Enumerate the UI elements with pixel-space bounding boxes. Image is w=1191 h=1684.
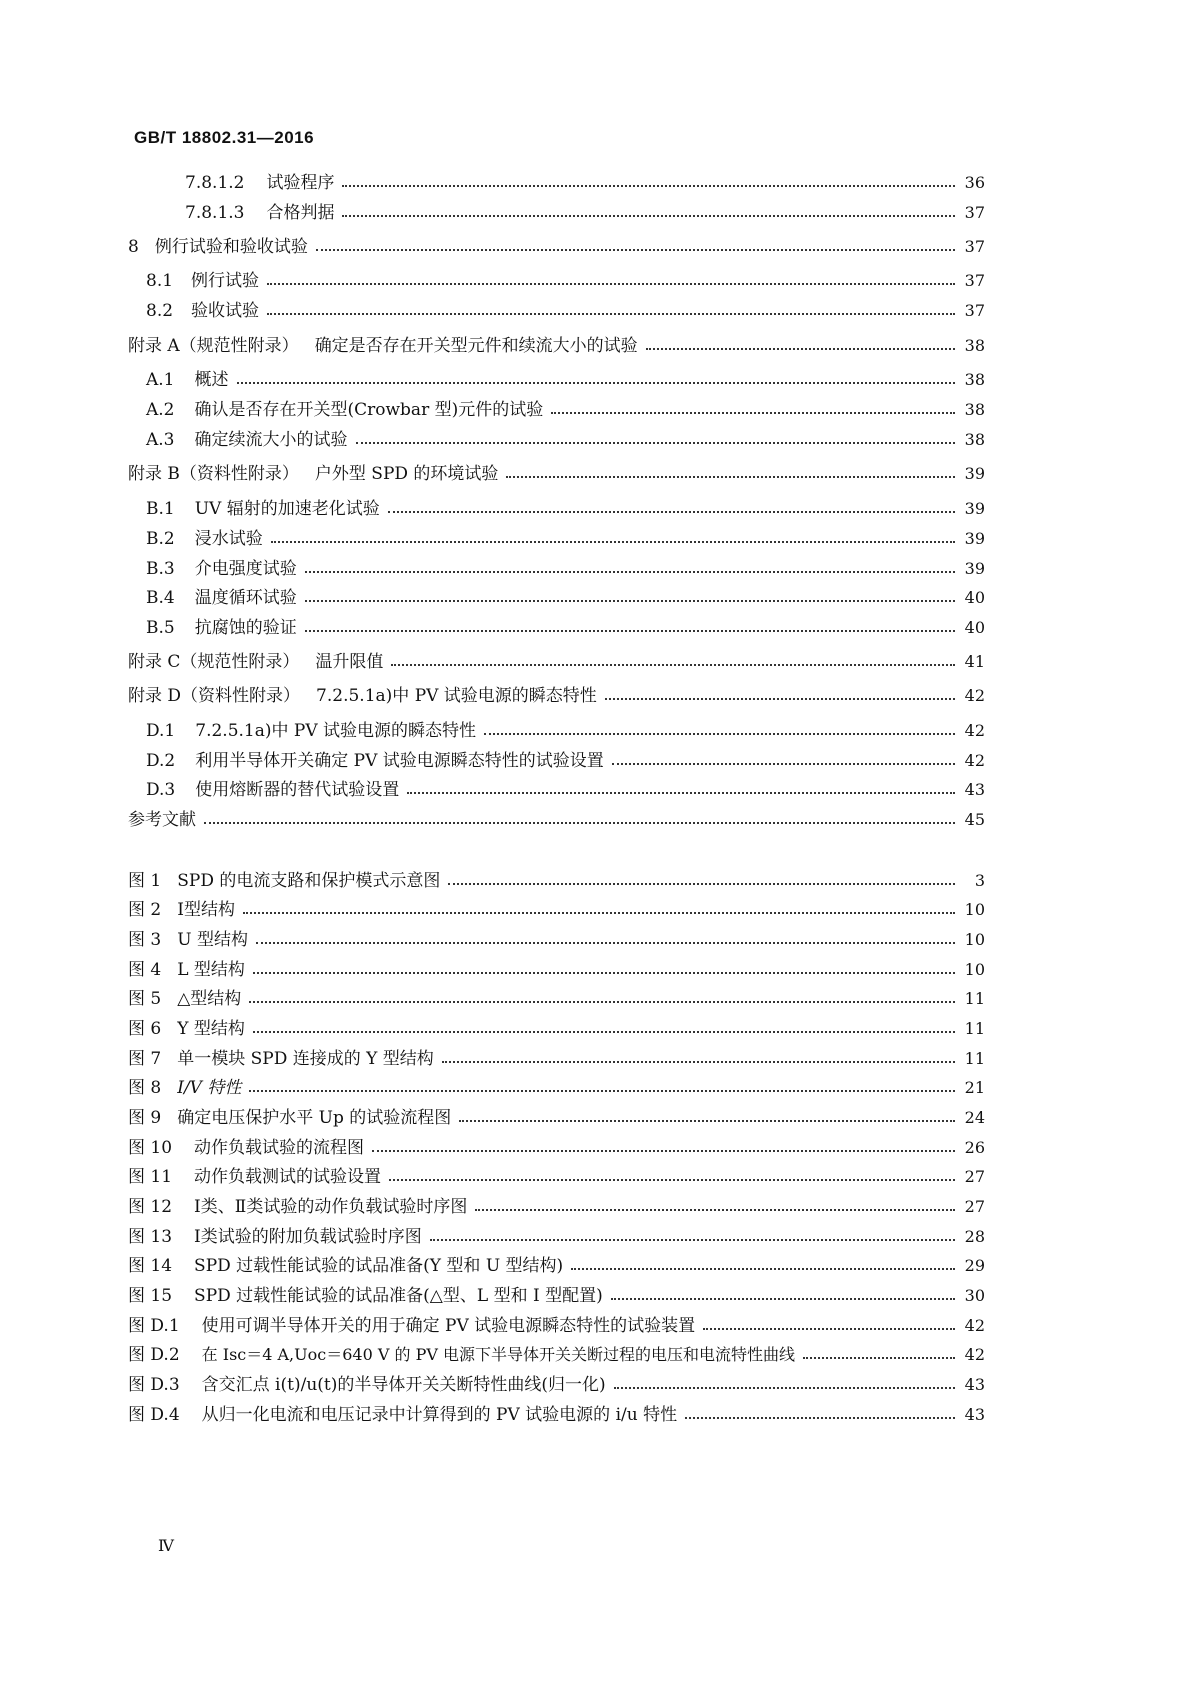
toc-page: 38 xyxy=(964,370,985,389)
toc-title: U 型结构 xyxy=(177,930,248,950)
document-header: GB/T 18802.31—2016 xyxy=(134,128,315,147)
toc-title: 介电强度试验 xyxy=(194,559,297,579)
leader-dots xyxy=(305,600,955,602)
toc-title: I/V 特性 xyxy=(177,1078,242,1098)
toc-page: 27 xyxy=(964,1167,985,1186)
toc-number: 附录 D（资料性附录） xyxy=(128,686,301,706)
toc-title: SPD 过载性能试验的试品准备(Y 型和 U 型结构) xyxy=(194,1256,564,1276)
toc-number: 附录 B（资料性附录） xyxy=(128,464,299,484)
toc-title: 利用半导体开关确定 PV 试验电源瞬态特性的试验设置 xyxy=(195,751,604,771)
toc-title: 试验程序 xyxy=(266,173,335,193)
toc-title: 使用可调半导体开关的用于确定 PV 试验电源瞬态特性的试验装置 xyxy=(201,1316,696,1336)
toc-page: 43 xyxy=(964,1405,985,1424)
toc-page: 43 xyxy=(964,1375,985,1394)
leader-dots xyxy=(253,972,955,974)
toc-number: B.3 xyxy=(146,559,175,579)
toc-entry-d-3[interactable] xyxy=(146,775,985,801)
toc-entry-appendix-a[interactable] xyxy=(128,331,985,357)
toc-title: 确定续流大小的试验 xyxy=(194,430,348,450)
toc-number: 图 D.3 xyxy=(128,1375,180,1395)
toc-page: 43 xyxy=(964,780,985,799)
leader-dots xyxy=(204,822,955,824)
leader-dots xyxy=(253,1031,955,1033)
toc-entry-a-3[interactable] xyxy=(146,425,985,451)
toc-title: 温度循环试验 xyxy=(194,588,297,608)
toc-figure-1[interactable] xyxy=(128,866,985,892)
leader-dots xyxy=(430,1239,955,1241)
toc-title: Ⅰ类试验的附加负载试验时序图 xyxy=(194,1227,422,1247)
toc-entry-appendix-d[interactable] xyxy=(128,681,985,707)
toc-title: 户外型 SPD 的环境试验 xyxy=(314,464,499,484)
toc-title: Y 型结构 xyxy=(177,1019,245,1039)
toc-number: 图 3 xyxy=(128,930,162,950)
toc-page: 38 xyxy=(964,430,985,449)
toc-number: D.3 xyxy=(146,780,176,800)
toc-title: 温升限值 xyxy=(315,652,384,672)
toc-number: 附录 C（规范性附录） xyxy=(128,652,300,672)
toc-title: Ⅰ类、Ⅱ类试验的动作负载试验时序图 xyxy=(194,1197,468,1217)
toc-number: 图 D.1 xyxy=(128,1316,180,1336)
leader-dots xyxy=(571,1268,955,1270)
leader-dots xyxy=(267,313,955,315)
toc-title: SPD 的电流支路和保护模式示意图 xyxy=(177,871,441,891)
toc-number: D.1 xyxy=(146,721,176,741)
toc-number: 8.1 xyxy=(146,271,174,291)
leader-dots xyxy=(267,283,955,285)
toc-title: 合格判据 xyxy=(266,203,335,223)
leader-dots xyxy=(506,476,955,478)
toc-entry-b-3[interactable] xyxy=(146,554,985,580)
toc-number: 图 2 xyxy=(128,900,162,920)
toc-number: 图 4 xyxy=(128,960,162,980)
toc-number: 图 9 xyxy=(128,1108,162,1128)
leader-dots xyxy=(605,698,955,700)
toc-title: 7.2.5.1a)中 PV 试验电源的瞬态特性 xyxy=(195,721,477,741)
leader-dots xyxy=(614,1387,955,1389)
toc-number: B.1 xyxy=(146,499,175,519)
toc-entry-references[interactable] xyxy=(128,805,985,831)
toc-entry-7-8-1-3[interactable] xyxy=(185,198,985,224)
toc-figure-10[interactable] xyxy=(128,1133,985,1159)
toc-entry-d-2[interactable] xyxy=(146,746,985,772)
toc-number: B.2 xyxy=(146,529,175,549)
leader-dots xyxy=(249,1001,955,1003)
toc-page: 38 xyxy=(964,336,985,355)
toc-page: 27 xyxy=(964,1197,985,1216)
leader-dots xyxy=(372,1150,955,1152)
toc-figure-12[interactable] xyxy=(128,1192,985,1218)
toc-title: 动作负载试验的流程图 xyxy=(194,1138,365,1158)
toc-page: 39 xyxy=(964,559,985,578)
toc-page: 45 xyxy=(964,810,985,829)
toc-number: B.4 xyxy=(146,588,175,608)
toc-figure-9[interactable] xyxy=(128,1103,985,1129)
leader-dots xyxy=(342,215,955,217)
leader-dots xyxy=(685,1417,955,1419)
toc-page: 10 xyxy=(964,960,985,979)
toc-figure-3[interactable] xyxy=(128,925,985,951)
toc-page: 30 xyxy=(964,1286,985,1305)
leader-dots xyxy=(612,763,955,765)
toc-figure-d2[interactable] xyxy=(128,1340,985,1366)
toc-title: 确定是否存在开关型元件和续流大小的试验 xyxy=(314,336,638,356)
toc-entry-b-4[interactable] xyxy=(146,583,985,609)
toc-page: 42 xyxy=(964,686,985,705)
toc-figure-15[interactable] xyxy=(128,1281,985,1307)
toc-figure-11[interactable] xyxy=(128,1162,985,1188)
toc-number: 图 6 xyxy=(128,1019,162,1039)
toc-page: 40 xyxy=(964,588,985,607)
leader-dots xyxy=(316,249,955,251)
toc-page: 26 xyxy=(964,1138,985,1157)
toc-title: SPD 过载性能试验的试品准备(△型、L 型和 I 型配置) xyxy=(194,1286,603,1306)
toc-number: 图 14 xyxy=(128,1256,173,1276)
toc-page: 37 xyxy=(964,203,985,222)
toc-title: 浸水试验 xyxy=(194,529,263,549)
toc-page: 11 xyxy=(964,1049,985,1068)
leader-dots xyxy=(237,382,956,384)
toc-number: 图 10 xyxy=(128,1138,173,1158)
toc-page: 41 xyxy=(964,652,985,671)
toc-page: 37 xyxy=(964,271,985,290)
toc-title: 使用熔断器的替代试验设置 xyxy=(195,780,400,800)
leader-dots xyxy=(803,1357,955,1359)
toc-entry-8[interactable] xyxy=(128,232,985,258)
toc-page: 29 xyxy=(964,1256,985,1275)
toc-figure-7[interactable] xyxy=(128,1044,985,1070)
toc-page: 10 xyxy=(964,930,985,949)
toc-title: 确认是否存在开关型(Crowbar 型)元件的试验 xyxy=(194,400,544,420)
toc-page: 42 xyxy=(964,721,985,740)
toc-title: 验收试验 xyxy=(191,301,260,321)
toc-title: 从归一化电流和电压记录中计算得到的 PV 试验电源的 i/u 特性 xyxy=(201,1405,678,1425)
toc-number: A.2 xyxy=(146,400,175,420)
toc-figure-d1[interactable] xyxy=(128,1311,985,1337)
toc-number: 图 8 xyxy=(128,1078,162,1098)
toc-figure-14[interactable] xyxy=(128,1251,985,1277)
toc-entry-b-1[interactable] xyxy=(146,494,985,520)
toc-page: 38 xyxy=(964,400,985,419)
leader-dots xyxy=(249,1090,955,1092)
toc-title: 概述 xyxy=(194,370,229,390)
toc-figure-8[interactable] xyxy=(128,1073,985,1099)
leader-dots xyxy=(646,348,955,350)
toc-figure-d4[interactable] xyxy=(128,1400,985,1426)
toc-title: 例行试验 xyxy=(191,271,260,291)
toc-entry-b-5[interactable] xyxy=(146,613,985,639)
toc-figure-5[interactable] xyxy=(128,984,985,1010)
toc-page: 11 xyxy=(964,1019,985,1038)
toc-number: 7.8.1.3 xyxy=(185,203,245,223)
toc-title: 7.2.5.1a)中 PV 试验电源的瞬态特性 xyxy=(316,686,597,706)
leader-dots xyxy=(703,1328,955,1330)
toc-title: 动作负载测试的试验设置 xyxy=(194,1167,382,1187)
toc-page: 3 xyxy=(974,871,985,890)
toc-page: 37 xyxy=(964,237,985,256)
toc-entry-d-1[interactable] xyxy=(146,716,985,742)
toc-entry-appendix-c[interactable] xyxy=(128,647,985,673)
toc-title: 确定电压保护水平 Up 的试验流程图 xyxy=(177,1108,452,1128)
toc-number: 8.2 xyxy=(146,301,174,321)
leader-dots xyxy=(389,1179,955,1181)
toc-number: 图 7 xyxy=(128,1049,162,1069)
toc-number: 8 xyxy=(128,237,139,257)
toc-number: A.1 xyxy=(146,370,175,390)
leader-dots xyxy=(305,571,955,573)
leader-dots xyxy=(243,912,955,914)
toc-entry-8-2[interactable] xyxy=(146,296,985,322)
leader-dots xyxy=(256,942,955,944)
toc-title: 抗腐蚀的验证 xyxy=(194,618,297,638)
toc-number: 图 15 xyxy=(128,1286,173,1306)
leader-dots xyxy=(271,541,955,543)
leader-dots xyxy=(459,1120,955,1122)
toc-figure-d3[interactable] xyxy=(128,1370,985,1396)
toc-figure-13[interactable] xyxy=(128,1222,985,1248)
leader-dots xyxy=(305,630,955,632)
leader-dots xyxy=(611,1298,955,1300)
toc-page: 11 xyxy=(964,989,985,1008)
leader-dots xyxy=(551,412,955,414)
toc-title: Ⅰ型结构 xyxy=(177,900,235,920)
toc-number: D.2 xyxy=(146,751,176,771)
toc-page: 42 xyxy=(964,1316,985,1335)
toc-page: 40 xyxy=(964,618,985,637)
toc-page: 39 xyxy=(964,499,985,518)
toc-page: 42 xyxy=(964,751,985,770)
toc-number: 图 1 xyxy=(128,871,162,891)
toc-figure-2[interactable] xyxy=(128,895,985,921)
toc-number: 图 11 xyxy=(128,1167,173,1187)
page-number: Ⅳ xyxy=(158,1536,174,1555)
toc-entry-appendix-b[interactable] xyxy=(128,459,985,485)
leader-dots xyxy=(475,1209,955,1211)
toc-number: 图 12 xyxy=(128,1197,173,1217)
toc-number: 图 D.2 xyxy=(128,1345,180,1365)
toc-number: 图 5 xyxy=(128,989,162,1009)
toc-number: 附录 A（规范性附录） xyxy=(128,336,299,356)
toc-title: 例行试验和验收试验 xyxy=(154,237,308,257)
toc-number: A.3 xyxy=(146,430,175,450)
toc-title: UV 辐射的加速老化试验 xyxy=(194,499,380,519)
toc-number: B.5 xyxy=(146,618,175,638)
toc-title: 含交汇点 i(t)/u(t)的半导体开关关断特性曲线(归一化) xyxy=(201,1375,606,1395)
toc-page: 37 xyxy=(964,301,985,320)
toc-title: L 型结构 xyxy=(177,960,245,980)
toc-page: 10 xyxy=(964,900,985,919)
toc-number: 图 D.4 xyxy=(128,1405,180,1425)
toc-page: 36 xyxy=(964,173,985,192)
toc-page: 21 xyxy=(964,1078,985,1097)
toc-title: △型结构 xyxy=(177,989,242,1009)
leader-dots xyxy=(356,442,956,444)
toc-page: 42 xyxy=(964,1345,985,1364)
leader-dots xyxy=(407,792,955,794)
toc-title: 参考文献 xyxy=(128,810,196,830)
toc-entry-7-8-1-2[interactable] xyxy=(185,168,985,194)
leader-dots xyxy=(484,733,955,735)
toc-number: 图 13 xyxy=(128,1227,173,1247)
toc-page: 24 xyxy=(964,1108,985,1127)
toc-entry-b-2[interactable] xyxy=(146,524,985,550)
leader-dots xyxy=(342,185,955,187)
leader-dots xyxy=(442,1061,955,1063)
toc-page: 28 xyxy=(964,1227,985,1246)
leader-dots xyxy=(388,511,955,513)
toc-title: 在 Isc＝4 A,Uoc＝640 V 的 PV 电源下半导体开关关断过程的电压和电流特性曲线 xyxy=(201,1345,795,1364)
leader-dots xyxy=(448,883,955,885)
toc-page: 39 xyxy=(964,529,985,548)
toc-title: 单一模块 SPD 连接成的 Y 型结构 xyxy=(177,1049,434,1069)
toc-figure-4[interactable] xyxy=(128,955,985,981)
leader-dots xyxy=(391,664,955,666)
toc-page: 39 xyxy=(964,464,985,483)
toc-entry-8-1[interactable] xyxy=(146,266,985,292)
toc-number: 7.8.1.2 xyxy=(185,173,245,193)
toc-entry-a-1[interactable] xyxy=(146,365,985,391)
toc-entry-a-2[interactable] xyxy=(146,395,985,421)
toc-figure-6[interactable] xyxy=(128,1014,985,1040)
